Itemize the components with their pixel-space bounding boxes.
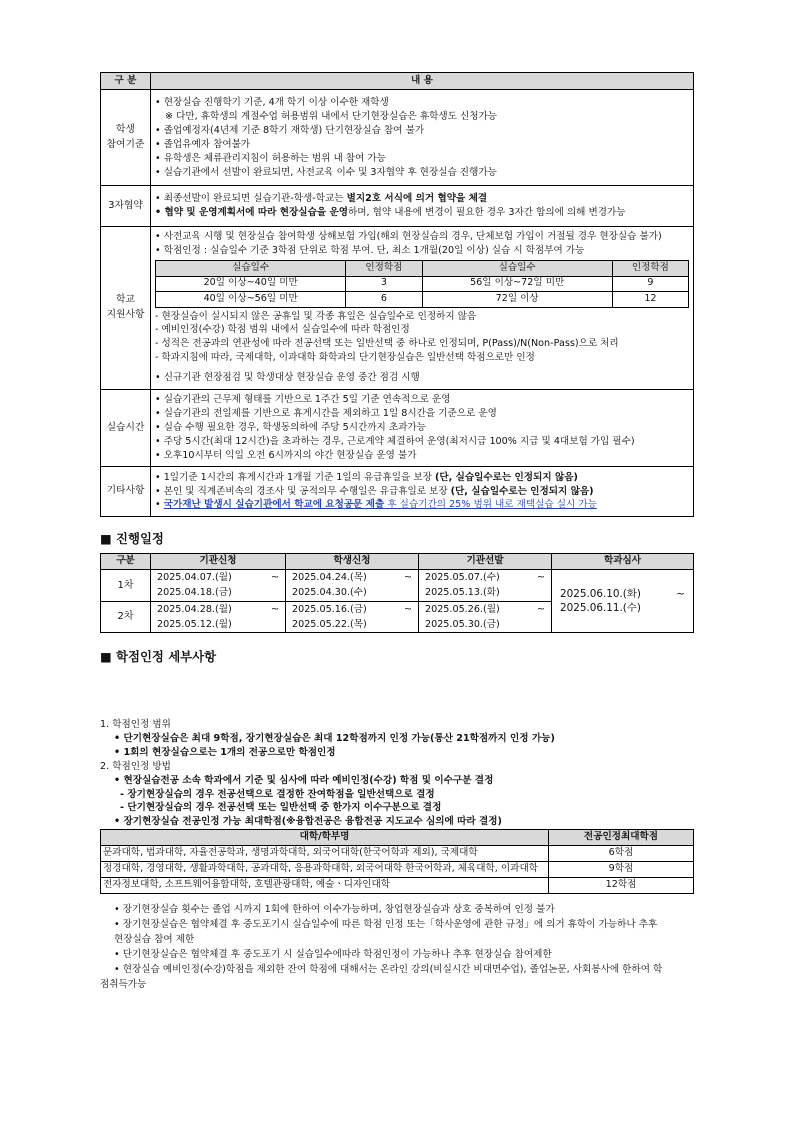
list-item: • 1회의 현장실습으로는 1개의 전공으로만 학점인정 xyxy=(114,746,336,758)
category-etc: 기타사항 xyxy=(101,466,151,517)
table-row xyxy=(101,554,694,570)
credit-cell: 20일 이상~40일 미만 xyxy=(156,276,346,292)
round-label: 1차 xyxy=(101,570,151,602)
dept-review-period: 2025.06.10.(화) ~ 2025.06.11.(수) xyxy=(552,570,694,633)
list-item: - 단기현장실습의 경우 전공선택 또는 일반선택 중 한가지 이수구분으로 결정 xyxy=(120,802,442,814)
list-item: • 현장실습 진행학기 기준, 4개 학기 이상 이수한 재학생 xyxy=(155,97,389,108)
header-content: 내 용 xyxy=(151,73,694,90)
main-content xyxy=(100,72,694,666)
list-item: ※ 다만, 휴학생의 계절수업 허용범위 내에서 단기현장실습은 휴학생도 신청가능 xyxy=(165,110,498,122)
credit-cell: 72일 이상 xyxy=(422,292,612,308)
schedule-header: 학과심사 xyxy=(552,554,694,570)
credit-cell: 6 xyxy=(346,292,422,308)
list-item: • 현장실습 예비인정(수강)학점을 제외한 잔여 학점에 대해서는 온라인 강의(비실시간 비대면수업), 졸업논문, 사회봉사에 한하여 학 xyxy=(114,963,663,975)
org-select-period: 2025.05.26.(월) ~ 2025.05.30.(금) xyxy=(419,601,552,633)
schedule-header: 기관선발 xyxy=(419,554,552,570)
list-item: - 현장실습이 실시되지 않은 공휴일 및 각종 휴일은 실습일수로 인정하지 않음 xyxy=(155,310,477,322)
dept-max-credit: 12학점 xyxy=(549,878,694,894)
content-support xyxy=(151,227,694,390)
dept-header: 대학/학부명 xyxy=(101,830,549,846)
list-item: • 실습기관의 전일제를 기반으로 휴게시간을 제외하고 1일 8시간을 기준으로 운영 xyxy=(155,408,497,419)
section-heading: 2. 학점인정 방법 xyxy=(100,760,171,772)
schedule-header: 학생신청 xyxy=(286,554,419,570)
table-row xyxy=(156,261,689,277)
list-item: • 신규기관 현장점검 및 학생대상 현장실습 운영 중간 점검 시행 xyxy=(155,372,420,384)
org-apply-period: 2025.04.07.(월) ~ 2025.04.18.(금) xyxy=(151,570,286,602)
category-hours: 실습시간 xyxy=(101,390,151,467)
list-item: • 사전교육 시행 및 현장실습 참여학생 상해보험 가입(해외 현장실습의 경우, 단체보험 가입이 거절될 경우 현장실습 불가) xyxy=(155,231,662,243)
list-item: • 졸업유예자 참여불가 xyxy=(155,138,251,150)
list-item: • 실습기관에서 선발이 완료되면, 사전교육 이수 및 3자협약 후 현장실습 진행가능 xyxy=(155,166,497,178)
dept-name: 정경대학, 경영대학, 생활과학대학, 공과대학, 응용과학대학, 외국어대학 한국어학과, 체육대학, 이과대학 xyxy=(101,862,549,878)
credit-header: 인정학점 xyxy=(346,261,422,277)
list-item: - 장기현장실습의 경우 전공선택으로 결정한 잔여학점을 일반선택으로 결정 xyxy=(120,788,435,800)
credit-cell: 40일 이상~56일 미만 xyxy=(156,292,346,308)
list-item: • 장기현장실습 전공인정 가능 최대학점(※융합전공은 융합전공 지도교수 심의에 따라 결정) xyxy=(114,816,502,828)
schedule-title: ■ 진행일정 xyxy=(100,531,164,547)
credit-days-table xyxy=(155,260,689,308)
student-apply-period: 2025.04.24.(목) ~ 2025.04.30.(수) xyxy=(286,570,419,602)
list-item: • 오후10시부터 익일 오전 6시까지의 야간 현장실습 운영 불가 xyxy=(155,449,417,461)
credit-details xyxy=(100,718,694,992)
org-apply-period: 2025.04.28.(월) ~ 2025.05.12.(월) xyxy=(151,601,286,633)
dept-credit-table xyxy=(100,829,694,894)
table-row xyxy=(101,862,694,878)
dept-max-credit: 9학점 xyxy=(549,862,694,878)
list-item: • 단기현장실습은 최대 9학점, 장기현장실습은 최대 12학점까지 인정 가능(통산 21학점까지 인정 가능) xyxy=(114,732,555,744)
schedule-header: 기관신청 xyxy=(151,554,286,570)
list-item: - 예비인정(수강) 학점 범위 내에서 실습일수에 따라 학점인정 xyxy=(155,324,410,336)
credit-cell: 3 xyxy=(346,276,422,292)
dept-name: 문과대학, 법과대학, 자율전공학과, 생명과학대학, 외국어대학(한국어학과 제외), 국제대학 xyxy=(101,846,549,862)
list-item: 점취득가능 xyxy=(100,978,147,990)
content-etc xyxy=(151,466,694,517)
header-category: 구 분 xyxy=(101,73,151,90)
org-select-period: 2025.05.07.(수) ~ 2025.05.13.(화) xyxy=(419,570,552,602)
table-row xyxy=(101,570,694,602)
list-item: • 졸업예정자(4년제 기준 8학기 재학생) 단기현장실습 참여 불가 xyxy=(155,124,425,136)
row-etc xyxy=(101,466,694,517)
table-row xyxy=(156,276,689,292)
category-agreement: 3자협약 xyxy=(101,186,151,227)
content-agreement xyxy=(151,186,694,227)
credit-header: 실습일수 xyxy=(156,261,346,277)
credit-header: 인정학점 xyxy=(612,261,688,277)
list-item: • 1일기준 1시간의 휴게시간과 1개월 기준 1일의 유급휴일을 보장 (단, 실습일수로는 인정되지 않음) xyxy=(155,471,578,483)
credit-cell: 9 xyxy=(612,276,688,292)
round-label: 2차 xyxy=(101,601,151,633)
table-header-row xyxy=(101,73,694,90)
program-info-table xyxy=(100,72,694,517)
schedule-header: 구분 xyxy=(101,554,151,570)
list-item: • 실습 수행 필요한 경우, 학생동의하에 주당 5시간까지 초과가능 xyxy=(155,421,426,433)
credit-header: 실습일수 xyxy=(422,261,612,277)
category-support: 학교 지원사항 xyxy=(101,227,151,390)
credit-section-title: ■ 학점인정 세부사항 xyxy=(100,649,217,665)
table-row xyxy=(101,830,694,846)
list-item: • 학점인정 : 실습일수 기준 3학점 단위로 학점 부여. 단, 최소 1개월(20일 이상) 실습 시 학점부여 가능 xyxy=(155,245,585,257)
list-item: - 학과지침에 따라, 국제대학, 이과대학 화학과의 단기현장실습은 일반선택 학점으로만 인정 xyxy=(155,352,535,364)
list-item: • 주당 5시간(최대 12시간)을 초과하는 경우, 근로계약 체결하여 운영(최저시급 100% 지급 및 4대보험 가입 필수) xyxy=(155,435,635,447)
content-hours xyxy=(151,390,694,467)
row-agreement xyxy=(101,186,694,227)
list-item: • 유학생은 체류관리지침이 허용하는 범위 내 참여 가능 xyxy=(155,152,386,164)
list-item: • 최종선발이 완료되면 실습기관-학생-학교는 별지2호 서식에 의거 협약을 체결 xyxy=(155,193,488,205)
section-heading: 1. 학점인정 범위 xyxy=(100,719,171,730)
list-item: • 장기현장실습 횟수는 졸업 시까지 1회에 한하여 이수가능하며, 창업현장실습과 상호 중복하여 인정 불가 xyxy=(114,904,555,916)
remote-practice-link[interactable]: 국가재난 발생시 실습기관에서 학교에 요청공문 제출 후 실습기간의 25% 범위 내로 재택실습 실시 가능 xyxy=(163,499,597,511)
student-apply-period: 2025.05.16.(금) ~ 2025.05.22.(목) xyxy=(286,601,419,633)
list-item: - 성적은 전공과의 연관성에 따라 전공선택 또는 일반선택 중 하나로 인정되며, P(Pass)/N(Non-Pass)으로 처리 xyxy=(155,338,619,350)
list-item: • 장기현장실습은 협약체결 후 중도포기시 실습일수에 따른 학점 인정 또는「학사운영에 관한 규정」에 의거 휴학이 가능하나 추후 xyxy=(114,919,658,931)
dept-name: 전자정보대학, 소프트웨어융합대학, 호텔관광대학, 예술ㆍ디자인대학 xyxy=(101,878,549,894)
list-item: • 협약 및 운영계획서에 따라 현장실습을 운영하며, 협약 내용에 변경이 필요한 경우 3자간 합의에 의해 변경가능 xyxy=(155,207,626,219)
category-participation: 학생 참여기준 xyxy=(101,90,151,186)
list-item: • 실습기관의 근무제 형태를 기반으로 1주간 5일 기준 연속적으로 운영 xyxy=(155,394,451,406)
row-support xyxy=(101,227,694,390)
row-hours xyxy=(101,390,694,467)
content-participation xyxy=(151,90,694,186)
dept-max-credit: 6학점 xyxy=(549,846,694,862)
dept-header: 전공인정최대학점 xyxy=(549,830,694,846)
table-row xyxy=(156,292,689,308)
list-item: 현장실습 참여 제한 xyxy=(114,933,195,945)
list-item: • 본인 및 직계존비속의 경조사 및 공적의무 수행일은 유급휴일로 보장 (단, 실습일수로는 인정되지 않음) xyxy=(155,485,594,497)
list-item: • 단기현장실습은 협약체결 후 중도포기 시 실습일수에따라 학점인정이 가능하나 추후 현장실습 참여제한 xyxy=(114,948,552,960)
notes xyxy=(100,903,694,992)
credit-cell: 12 xyxy=(612,292,688,308)
table-row xyxy=(101,878,694,894)
list-item: • 현장실습전공 소속 학과에서 기준 및 심사에 따라 예비인정(수강) 학점 및 이수구분 결정 xyxy=(114,774,494,786)
credit-cell: 56일 이상~72일 미만 xyxy=(422,276,612,292)
list-item: • 국가재난 발생시 실습기관에서 학교에 요청공문 제출 후 실습기간의 25% 범위 내로 재택실습 실시 가능 xyxy=(155,499,597,511)
table-row xyxy=(101,846,694,862)
row-participation xyxy=(101,90,694,186)
schedule-table xyxy=(100,553,694,633)
